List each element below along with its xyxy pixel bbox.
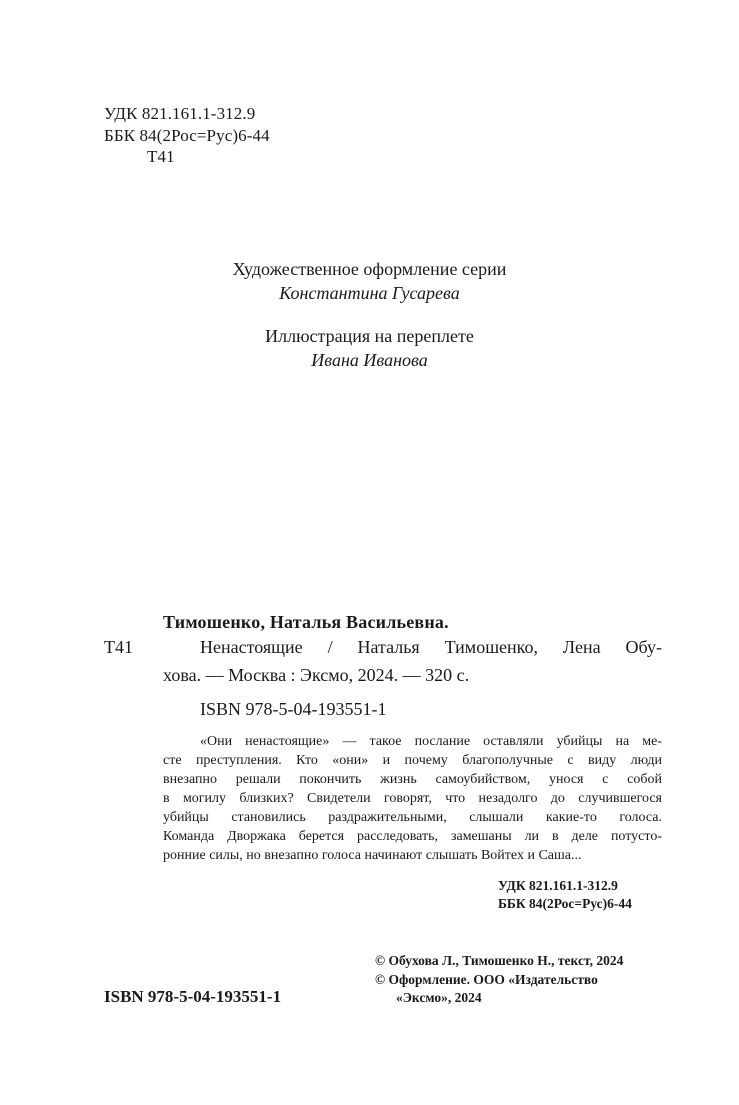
series-design-name: Константина Гусарева	[279, 283, 460, 303]
isbn-footer: ISBN 978-5-04-193551-1	[104, 987, 282, 1006]
udk-code-top: УДК 821.161.1-312.9	[104, 104, 256, 123]
cover-illustration-credit	[0, 324, 739, 372]
annotation-line: в могилу близких? Свидетели говорят, что незадолго до случившегося	[163, 791, 662, 806]
annotation-line: Команда Дворжака берется расследовать, замешаны ли в деле потусто-	[163, 829, 662, 844]
udk-code-bottom: УДК 821.161.1-312.9	[498, 878, 618, 893]
series-design-credit	[0, 257, 739, 305]
annotation-line: убийцы становились раздражительными, слышали какие-то голоса.	[163, 810, 662, 825]
series-design-role: Художественное оформление серии	[232, 259, 507, 279]
copyright-text: © Обухова Л., Тимошенко Н., текст, 2024	[375, 953, 624, 968]
copyright-design-cont: «Эксмо», 2024	[396, 990, 482, 1005]
annotation-line: «Они ненастоящие» — такое послание оставляли убийцы на ме-	[200, 734, 662, 749]
author-mark-top: Т41	[147, 147, 175, 166]
record-line-1: Ненастоящие / Наталья Тимошенко, Лена Обу-	[200, 637, 662, 657]
record-line-2: хова. — Москва : Эксмо, 2024. — 320 с.	[163, 665, 470, 685]
copyright-design: © Оформление. ООО «Издательство	[375, 972, 598, 987]
annotation-line: сте преступления. Кто «они» и почему благополучные с виду люди	[163, 753, 662, 768]
author-mark-record: Т41	[104, 637, 133, 657]
cover-illustration-name: Ивана Иванова	[311, 350, 428, 370]
cover-illustration-role: Иллюстрация на переплете	[265, 326, 474, 346]
author-heading: Тимошенко, Наталья Васильевна.	[163, 612, 449, 632]
bbk-code-top: ББК 84(2Рос=Рус)6-44	[104, 126, 270, 145]
annotation-line: ронние силы, но внезапно голоса начинают слышать Войтех и Саша...	[163, 848, 582, 863]
annotation-line: внезапно решали покончить жизнь самоубийством, унося с собой	[163, 772, 662, 787]
record-isbn: ISBN 978-5-04-193551-1	[200, 699, 387, 719]
bbk-code-bottom: ББК 84(2Рос=Рус)6-44	[498, 896, 632, 911]
